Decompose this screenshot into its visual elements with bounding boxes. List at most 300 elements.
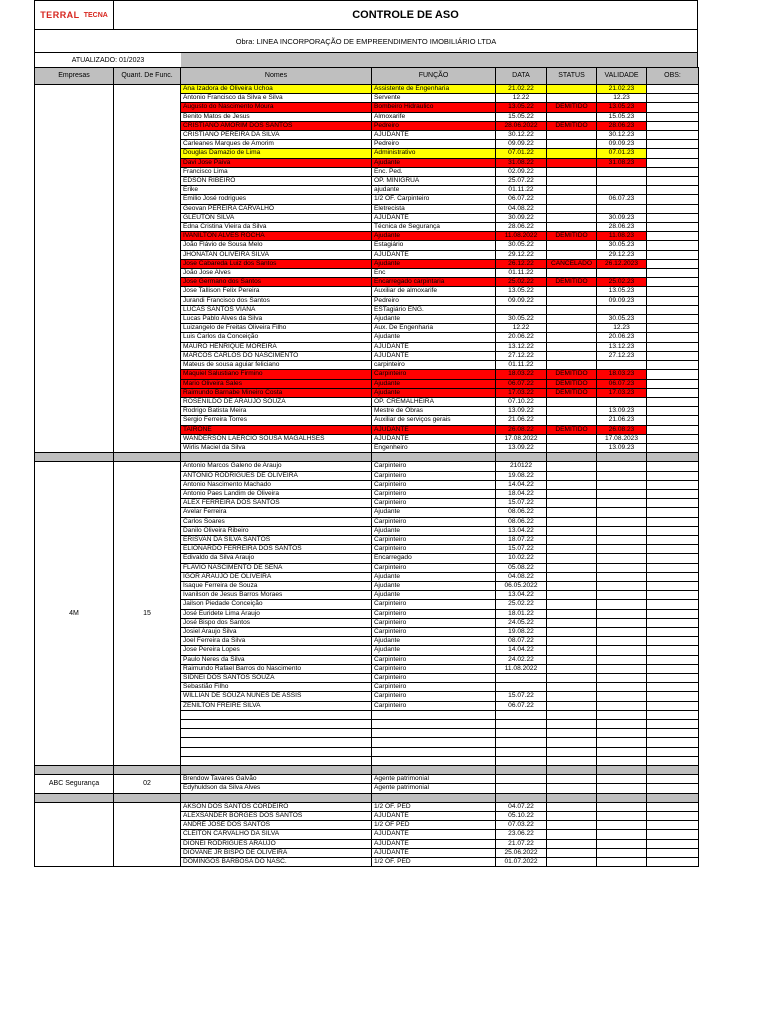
status-cell [547,683,597,692]
validade-cell [597,535,647,544]
status-cell [547,85,597,94]
column-header-4: DATA [496,68,547,85]
status-cell [547,140,597,149]
validade-cell: 11.08.23 [597,232,647,241]
funcao-cell: Carpinteiro [372,535,496,544]
nome-cell [181,710,372,719]
status-cell [547,738,597,747]
validade-cell: 30.05.23 [597,241,647,250]
funcao-cell: Carpinteiro [372,701,496,710]
nome-cell: Augusto do Nascimento Moura [181,103,372,112]
funcao-cell: Carpinteiro [372,499,496,508]
validade-cell: 06.07.23 [597,379,647,388]
obs-cell [647,545,699,554]
status-cell [547,830,597,839]
obs-cell [647,103,699,112]
status-cell [547,526,597,535]
obs-cell [647,425,699,434]
funcao-cell: Administrativo [372,149,496,158]
nome-cell: João Flávio de Sousa Melo [181,241,372,250]
validade-cell [597,673,647,682]
status-cell [547,241,597,250]
funcao-cell: Agente patrimonial [372,784,496,793]
validade-cell: 27.12.23 [597,351,647,360]
obs-cell [647,609,699,618]
status-cell [547,186,597,195]
validade-cell: 13.09.23 [597,407,647,416]
funcao-cell: Carpinteiro [372,517,496,526]
obs-cell [647,775,699,784]
data-cell: 25.02.22 [496,600,547,609]
funcao-cell: Encarregado carpintaria [372,278,496,287]
nome-cell: José Bispo dos Santos [181,618,372,627]
funcao-cell: Carpinteiro [372,471,496,480]
funcao-cell: Ajudante [372,158,496,167]
separator-cell [496,793,547,802]
status-cell [547,315,597,324]
separator-cell [181,765,372,774]
nome-cell: Antonio Francisco da Silva e Silva [181,94,372,103]
status-cell [547,131,597,140]
obs-cell [647,499,699,508]
data-cell: 01.11.22 [496,186,547,195]
status-cell [547,94,597,103]
status-cell [547,535,597,544]
updated-fill [181,53,697,67]
funcao-cell: Pedreiro [372,296,496,305]
validade-cell: 28.06.23 [597,121,647,130]
table-row [35,462,699,471]
status-cell [547,609,597,618]
validade-cell: 18.03.23 [597,370,647,379]
data-cell: 18.07.22 [496,535,547,544]
funcao-cell: Engenheiro [372,443,496,452]
nome-cell: Geovan PEREIRA CARVALHO [181,204,372,213]
data-cell [496,729,547,738]
data-cell: 26.08.22 [496,425,547,434]
nome-cell [181,747,372,756]
status-cell: DEMITIDO [547,388,597,397]
obs-cell [647,112,699,121]
status-cell [547,581,597,590]
funcao-cell: AJUDANTE [372,250,496,259]
obs-cell [647,223,699,232]
empresa-cell [35,85,114,453]
nome-cell: Carleanes Marques de Amorim [181,140,372,149]
status-cell [547,554,597,563]
column-header-0: Empresas [35,68,114,85]
validade-cell [597,719,647,728]
obs-cell [647,158,699,167]
obs-cell [647,462,699,471]
obs-cell [647,232,699,241]
validade-cell: 15.05.23 [597,112,647,121]
status-cell: CANCELADO [547,259,597,268]
data-cell: 30.09.22 [496,213,547,222]
nome-cell: FLAVIO NASCIMENTO DE SENA [181,563,372,572]
status-cell [547,517,597,526]
obs-cell [647,213,699,222]
nome-cell: Jose Tallison Felix Pereira [181,287,372,296]
table-row [35,775,699,784]
nome-cell: Danilo Oliveira Ribeiro [181,526,372,535]
separator-cell [35,793,114,802]
obs-cell [647,388,699,397]
validade-cell [597,627,647,636]
validade-cell [597,563,647,572]
status-cell [547,149,597,158]
obra-line: Obra: LINEA INCORPORAÇÃO DE EMPREENDIMENTO IMOBILIÁRIO LTDA [34,30,698,53]
status-cell [547,195,597,204]
validade-cell: 12.23 [597,324,647,333]
funcao-cell: Mestre de Obras [372,407,496,416]
validade-cell [597,738,647,747]
funcao-cell: AJUDANTE [372,425,496,434]
nome-cell: Jose Pereira Lopes [181,646,372,655]
data-cell: 28.06.2022 [496,121,547,130]
nome-cell: GLEUTON SILVA [181,213,372,222]
validade-cell: 21.02.23 [597,85,647,94]
nome-cell: Maquiel Salustiano Firmino [181,370,372,379]
validade-cell [597,204,647,213]
nome-cell: CRISTIANO PEREIRA DA SILVA [181,131,372,140]
status-cell [547,489,597,498]
obs-cell [647,85,699,94]
group-separator [35,765,699,774]
obs-cell [647,563,699,572]
separator-cell [496,765,547,774]
funcao-cell: Carpinteiro [372,683,496,692]
data-cell: 07.01.22 [496,149,547,158]
status-cell [547,324,597,333]
obs-cell [647,397,699,406]
funcao-cell: Técnica de Segurança [372,223,496,232]
funcao-cell [372,756,496,765]
nome-cell: Brendow Tavares Galvão [181,775,372,784]
nome-cell: Joel Ferreira da Silva [181,637,372,646]
obs-cell [647,710,699,719]
obs-cell [647,508,699,517]
validade-cell [597,618,647,627]
nome-cell: Benito Matos de Jesus [181,112,372,121]
status-cell [547,857,597,866]
nome-cell: DIOVANE JR BISPO DE OLIVEIRA [181,848,372,857]
funcao-cell: Carpinteiro [372,609,496,618]
nome-cell: Erike [181,186,372,195]
data-cell: 01.11.22 [496,269,547,278]
validade-cell [597,269,647,278]
nome-cell: Antonio Nascimento Machado [181,480,372,489]
sheet-header [34,0,698,30]
status-cell: DEMITIDO [547,370,597,379]
funcao-cell: Carpinteiro [372,618,496,627]
status-cell: DEMITIDO [547,278,597,287]
separator-cell [114,793,181,802]
data-cell: 08.06.22 [496,517,547,526]
obs-cell [647,618,699,627]
funcao-cell [372,729,496,738]
status-cell [547,462,597,471]
data-cell: 13.09.22 [496,407,547,416]
quant-cell: 15 [114,462,181,766]
obs-cell [647,195,699,204]
obs-cell [647,489,699,498]
data-cell: 17.03.22 [496,388,547,397]
separator-cell [35,765,114,774]
validade-cell [597,830,647,839]
nome-cell: Luizangelo de Freitas Oliveira Filho [181,324,372,333]
separator-cell [181,453,372,462]
obs-cell [647,351,699,360]
separator-cell [597,453,647,462]
data-cell: 29.12.22 [496,250,547,259]
nome-cell: SIDNEI DOS SANTOS SOUZA [181,673,372,682]
data-cell: 18.03.22 [496,370,547,379]
data-cell: 12.22 [496,94,547,103]
status-cell [547,618,597,627]
validade-cell: 26.08.23 [597,425,647,434]
obs-cell [647,747,699,756]
data-cell: 01.07.2022 [496,857,547,866]
nome-cell: Luis Carlos da Conceição [181,333,372,342]
obs-cell [647,204,699,213]
nome-cell: Douglas Damazio de Lima [181,149,372,158]
obs-cell [647,296,699,305]
nome-cell: Isaque Ferreira de Souza [181,581,372,590]
obs-cell [647,683,699,692]
validade-cell: 07.01.23 [597,149,647,158]
funcao-cell: Carpinteiro [372,673,496,682]
funcao-cell: ajudante [372,186,496,195]
validade-cell [597,857,647,866]
funcao-cell: AJUDANTE [372,131,496,140]
validade-cell [597,664,647,673]
nome-cell: Raimundo Rafael Barros do Nascimento [181,664,372,673]
funcao-cell: Ajudante [372,232,496,241]
status-cell [547,333,597,342]
validade-cell [597,489,647,498]
status-cell [547,158,597,167]
updated-label: ATUALIZADO: 01/2023 [71,56,145,64]
validade-cell [597,480,647,489]
nome-cell: José Euridete Lima Araujo [181,609,372,618]
column-header-row [35,68,699,85]
validade-cell [597,701,647,710]
validade-cell: 21.06.23 [597,416,647,425]
nome-cell: ZENILTON FREIRE SILVA [181,701,372,710]
data-cell: 05.10.22 [496,811,547,820]
data-cell: 21.07.22 [496,839,547,848]
funcao-cell: carpinteiro [372,361,496,370]
funcao-cell: OP. MINIGRUA [372,177,496,186]
nome-cell: Sergio Ferreira Torres [181,416,372,425]
data-cell: 15.07.22 [496,545,547,554]
nome-cell: EDSON RIBEIRO [181,177,372,186]
nome-cell: Ivanilson de Jesus Barros Moraes [181,591,372,600]
column-header-5: STATUS [547,68,597,85]
separator-cell [647,793,699,802]
nome-cell: Rodrigo Batista Meira [181,407,372,416]
status-cell [547,848,597,857]
column-header-7: OBS: [647,68,699,85]
data-cell: 01.11.22 [496,361,547,370]
status-cell [547,269,597,278]
data-cell: 11.08.2022 [496,232,547,241]
separator-cell [547,765,597,774]
data-cell [496,775,547,784]
funcao-cell: 1/2 OF. PED [372,857,496,866]
obs-cell [647,517,699,526]
validade-cell [597,305,647,314]
status-cell [547,167,597,176]
status-cell [547,204,597,213]
funcao-cell: Ajudante [372,526,496,535]
nome-cell: Davi Jose Paiva [181,158,372,167]
obs-cell [647,407,699,416]
funcao-cell: ESTagiário ENG. [372,305,496,314]
data-cell: 26.12.22 [496,259,547,268]
obs-cell [647,434,699,443]
validade-cell [597,581,647,590]
obs-cell [647,673,699,682]
validade-cell [597,802,647,811]
nome-cell: TAIRONE [181,425,372,434]
data-cell: 06.07.22 [496,195,547,204]
funcao-cell: Enc. Ped. [372,167,496,176]
obs-cell [647,167,699,176]
data-cell: 07.03.22 [496,821,547,830]
funcao-cell: AJUDANTE [372,213,496,222]
obs-cell [647,259,699,268]
status-cell [547,719,597,728]
nome-cell: Jurandi Francisco dos Santos [181,296,372,305]
funcao-cell: Agente patrimonial [372,775,496,784]
data-cell: 11.08.2022 [496,664,547,673]
data-cell: 02.09.22 [496,167,547,176]
nome-cell: Avelar Ferreira [181,508,372,517]
nome-cell: Emilio José rodrigues [181,195,372,204]
validade-cell [597,646,647,655]
status-cell [547,627,597,636]
data-cell: 17.08.2022 [496,434,547,443]
data-cell: 06.05.2022 [496,581,547,590]
validade-cell [597,499,647,508]
nome-cell: WANDERSON LAERCIO SOUSA MAGALHSES [181,434,372,443]
separator-cell [181,793,372,802]
validade-cell [597,692,647,701]
nome-cell: Josiel Araujo Silva [181,627,372,636]
data-cell: 21.06.22 [496,416,547,425]
obs-cell [647,821,699,830]
validade-cell: 09.09.23 [597,140,647,149]
status-cell [547,692,597,701]
obs-cell [647,94,699,103]
validade-cell [597,177,647,186]
data-cell: 30.05.22 [496,241,547,250]
validade-cell: 13.09.23 [597,443,647,452]
validade-cell [597,683,647,692]
nome-cell: AKSON DOS SANTOS CORDEIRO [181,802,372,811]
nome-cell: Antonio Marcos Galeno de Araujo [181,462,372,471]
validade-cell [597,848,647,857]
status-cell [547,434,597,443]
funcao-cell: Ajudante [372,572,496,581]
column-header-3: FUNÇÃO [372,68,496,85]
funcao-cell: Auxiliar de serviços gerais [372,416,496,425]
nome-cell [181,719,372,728]
funcao-cell: 1/2 OF PED [372,821,496,830]
data-cell: 18.04.22 [496,489,547,498]
nome-cell: Paulo Neres da Silva [181,655,372,664]
validade-cell: 13.05.23 [597,287,647,296]
status-cell [547,407,597,416]
obs-cell [647,342,699,351]
empresa-cell: ABC Segurança [35,775,114,793]
status-cell [547,600,597,609]
validade-cell: 13.05.23 [597,103,647,112]
status-cell [547,416,597,425]
obs-cell [647,416,699,425]
status-cell [547,443,597,452]
obs-cell [647,480,699,489]
validade-cell: 26.12.2023 [597,259,647,268]
obs-cell [647,186,699,195]
validade-cell [597,600,647,609]
funcao-cell: Servente [372,94,496,103]
validade-cell [597,526,647,535]
funcao-cell: Pedreiro [372,140,496,149]
obs-cell [647,857,699,866]
nome-cell: Ana Izadora de Oliveira Uchoa [181,85,372,94]
separator-cell [372,793,496,802]
obs-cell [647,729,699,738]
nome-cell [181,738,372,747]
column-header-1: Quant. De Func. [114,68,181,85]
status-cell [547,287,597,296]
nome-cell: Sebastião Filho [181,683,372,692]
status-cell [547,802,597,811]
validade-cell [597,572,647,581]
separator-cell [114,765,181,774]
nome-cell: Mario Oliveira Sales [181,379,372,388]
obs-cell [647,591,699,600]
data-cell: 10.02.22 [496,554,547,563]
nome-cell: Jose Germano dos Santos [181,278,372,287]
funcao-cell: Enc [372,269,496,278]
data-cell [496,305,547,314]
nome-cell: MAURO HENRIQUE MOREIRA [181,342,372,351]
validade-cell [597,710,647,719]
obs-cell [647,149,699,158]
nome-cell: Wirlis Maciel da Silva [181,443,372,452]
nome-cell: WILLIAN DE SOUZA NUNES DE ASSIS [181,692,372,701]
validade-cell [597,361,647,370]
status-cell: DEMITIDO [547,379,597,388]
obs-cell [647,627,699,636]
funcao-cell: Ajudante [372,646,496,655]
funcao-cell: 1/2 OF. PED [372,802,496,811]
funcao-cell: Carpinteiro [372,664,496,673]
status-cell [547,296,597,305]
logo-text: TERRAL [40,10,80,20]
data-cell: 210122 [496,462,547,471]
obs-cell [647,443,699,452]
nome-cell: LUCAS SANTOS VIANA [181,305,372,314]
obs-cell [647,784,699,793]
separator-cell [547,793,597,802]
aso-table [34,67,699,867]
status-cell [547,112,597,121]
